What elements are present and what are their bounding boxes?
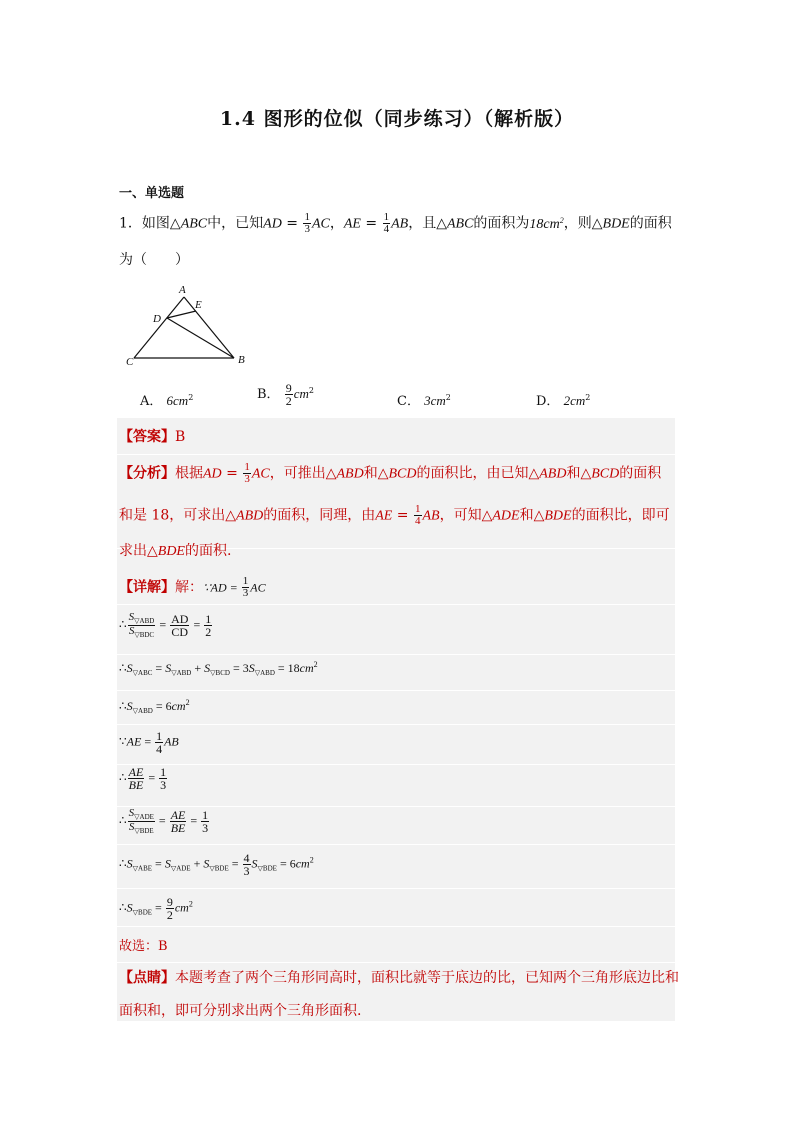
question-line-1: 1．如图△ABC中，已知AD = $\frac{1}{3}$ AC，AE = $\frac{1}{4}$ AB，且△ABC的面积为$18cm^2$，则△BDE的面积	[119, 211, 672, 235]
step-1: ∴ $\frac{S_{▽ABD}}{S_{▽BDC}}$ = $\frac{AD}{CD}$ = $\frac{1}{2}$	[119, 611, 212, 639]
question-line-2: 为（ ）	[119, 252, 189, 268]
analysis-line-3: 求出△BDE的面积.	[119, 543, 232, 559]
label-e: E	[195, 299, 202, 311]
answer-line: 【答案】B	[119, 429, 186, 445]
question-number: 1．如图	[119, 215, 170, 232]
step-4: ∵AE = $\frac{1}{4}$ AB	[119, 729, 179, 756]
option-c: C． $3cm^2$	[397, 393, 451, 409]
comment-line-2: 面积和，即可分别求出两个三角形面积.	[119, 1003, 362, 1019]
analysis-line-1: 【分析】根据AD = $\frac{1}{3}$ AC，可推出△ABD和△BCD的面积比，由已知△ABD和△BCD的面积	[119, 461, 662, 485]
conclusion-line: 故选：B	[119, 939, 168, 954]
analysis-line-2: 和是 18，可求出△ABD的面积，同理，由AE = $\frac{1}{4}$ AB，可知△ADE和△BDE的面积比，即可	[119, 503, 670, 527]
fraction-one-third: $\frac{1}{3}$	[304, 211, 310, 235]
segment-ab	[184, 297, 234, 358]
math-triangle-abc: △ABC	[169, 216, 208, 232]
label-b: B	[238, 354, 245, 366]
step-5: ∴ $\frac{AE}{BE}$ = $\frac{1}{3}$	[119, 765, 167, 792]
page-title: 1.4 图形的位似（同步练习）（解析版）	[219, 108, 575, 130]
label-c: C	[126, 356, 134, 368]
math-ad: AD	[263, 216, 282, 232]
step-7: $\therefore S_{▽ABE} = S_{▽ADE} + S_{▽BDE}$ = $\frac{4}{3}$ $S_{▽BDE} = 6cm^2$	[119, 851, 314, 878]
math-area-18: $18cm^2$	[529, 215, 564, 232]
comment-line-1: 【点睛】本题考查了两个三角形同高时，面积比就等于底边的比，已知两个三角形底边比和	[119, 970, 679, 986]
step-2: $\therefore S_{▽ABC} = S_{▽ABD} + S_{▽BCD} = 3S_{▽ABD} = 18cm^2$	[119, 660, 318, 677]
detail-line: 【详解】解：∵AD = $\frac{1}{3}$ AC	[119, 575, 266, 599]
step-3: $\therefore S_{▽ABD} = 6cm^2$	[119, 698, 190, 715]
step-6: ∴ $\frac{S_{▽ADE}}{S_{▽BDE}}$ = $\frac{AE}{BE}$ = $\frac{1}{3}$	[119, 807, 209, 835]
option-d: D． $2cm^2$	[536, 393, 591, 409]
option-a: A． $6cm^2$	[140, 393, 194, 409]
fraction-one-quarter: $\frac{1}{4}$	[383, 211, 390, 235]
label-a: A	[179, 284, 186, 296]
step-8: $\therefore S_{▽BDE}$ = $\frac{9}{2}$ $cm^2$	[119, 895, 193, 922]
label-d: D	[153, 313, 161, 325]
option-b: B． $\frac{9}{2}$ $cm^2$	[257, 381, 314, 408]
section-heading: 一、单选题	[119, 186, 185, 201]
segment-ca	[134, 297, 184, 358]
triangle-figure	[118, 280, 258, 372]
segment-db	[167, 318, 234, 358]
